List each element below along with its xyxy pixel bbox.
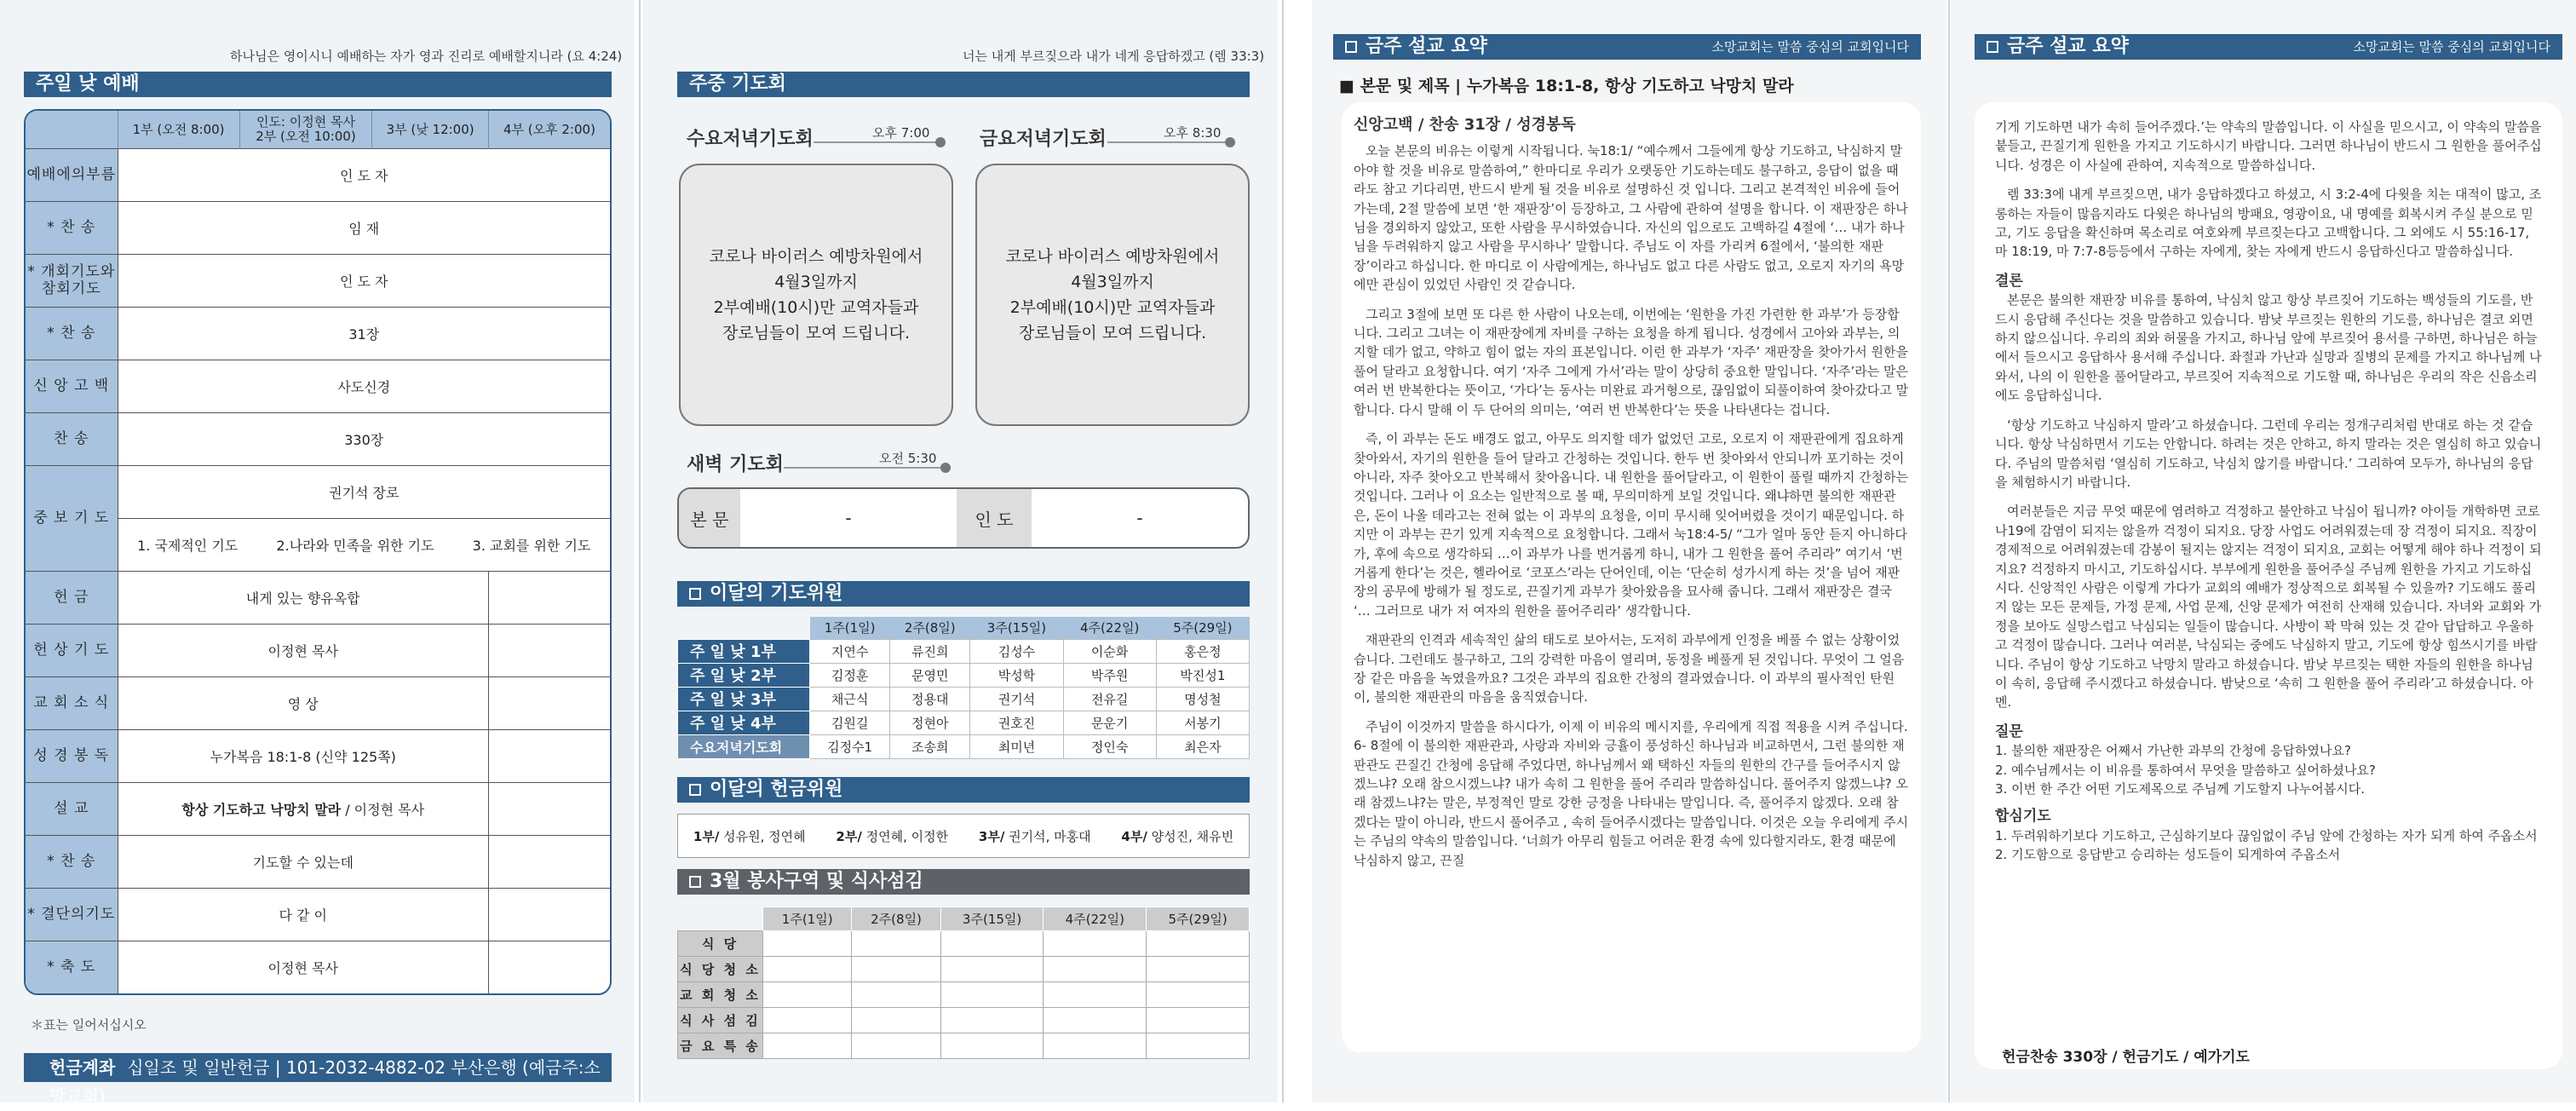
- question: 3. 이번 한 주간 어떤 기도제목으로 주님께 기도할지 나누어봅시다.: [1995, 781, 2365, 797]
- row-label: 헌 상 기 도: [26, 624, 118, 676]
- row-value: 330장: [118, 412, 610, 465]
- week-header: 1주(1일): [810, 617, 890, 639]
- service-label: 금 요 특 송: [678, 1033, 763, 1059]
- worship-title: 주일 낮 예배: [24, 72, 612, 97]
- committee-table: [677, 617, 1250, 759]
- col-1: 1부 (오전 8:00): [118, 111, 239, 148]
- committee-title: 이달의 기도위원: [677, 581, 1250, 607]
- offering-title: 이달의 헌금위원: [677, 777, 1250, 803]
- service-label: 교 회 청 소: [678, 982, 763, 1008]
- worship-row: [26, 729, 610, 782]
- wed-notice-box: 코로나 바이러스 예방차원에서 4월3일까지 2부예배(10시)만 교역자들과 장로님들이 모여 드립니다.: [679, 164, 953, 426]
- offering-item: 1부/ 성유원, 정연혜: [693, 828, 806, 844]
- sermon-text-2: 기게 기도하면 내가 속히 들어주겠다.’는 약속의 말씀입니다. 이 사실을 믿으시고, 이 약속의 말씀을 붙들고, 끈질기게 원한을 가지고 기도하시기 바랍니다. 그러면 하나님이 반드시 그 원한을 풀어주십니다. 성경은 이 사실에 관하여, 지속적으로 말씀하십니다. 렘 33:3에 내게 부르짖으면, 내가 응답하겠다고 하셨고, 시 3:2-4에 다윗을 치는 대적이 많고, 조롱하는 자들이 많음지라도 다윗은 하나님의 방패요, 영광이요, 내 명예를 회복시켜 주실 분으로 믿고, 기도 응답을 확신하며 목소리로 여호와께 부르짖는다고 고백합니다. 그 외에도 시 55:16-17, 마 18:19, 마 7:7-8등등에서 구하는 자에게, 찾는 자에게 반드시 응답하신다고 말씀하십니다. 결론 본문은 불의한 재판장 비유를 통하여, 낙심치 않고 항상 부르짖어 기도하는 백성들의 기도를, 반드시 응답해 주신다는 것을 말씀하고 있습니다. 밤낮 부르짖는 원한의 기도를, 하나님은 결코 외면하지 않으십니다. 우리의 죄와 허물을 가지고, 하나님 앞에 부르짖어 용서를 구하면, 하나님은 하늘에서 들으시고 응답하사 용서해 주십니다. 좌절과 가난과 실망과 질병의 문제를 가지고 하나님께 나와서, 나의 이 원한을 풀어달라고, 부르짖어 지속적으로 기도할 때, 하나님은 우리의 작은 신음소리에도 응답하십니다. ‘항상 기도하고 낙심하지 말라’고 하셨습니다. 그런데 우리는 정개구리처럼 반대로 하는 것 같습니다. 항상 낙심하면서 기도는 안합니다. 하려는 것은 안하고, 하지 말라는 것은 열심히 하고 있습니다. 주님의 말씀처럼 ‘열심히 기도하고, 낙심치 않기를 바랍니다.’ 그리하여 모두가, 하나님의 응답을 체험하시기 바랍니다. 여러분들은 지금 무엇 때문에 염려하고 걱정하고 불안하고 낙심이 됩니까? 아이들 개학하면 코로나19에 감염이 되지는 않을까 걱정이 되지요. 당장 사업도 어려워졌는데 장 걱정이 되지요. 직장이 경제적으로 어려워졌는데 감봉이 될지는 않지는 걱정이 되지요, 교회는 어떻게 해야 하나 걱정이 되지요? 걱정하지 마시고, 기도하십시다. 부부에게 원한을 풀어주실 주님께 원한을 가지고 기도하십시다. 신앙적인 사람은 이렇게 가다가 교회의 예배가 정상적으로 회복될 수 있을까? 기도해도 풀리지 않는 모든 문제들, 가정 문제, 사업 문제, 신앙 문제가 여전히 산재해 있습니다. 자녀와 교회와 가정을 보아도 실망스럽고 낙심되는 일들이 많습니다. 사방이 꽉 막혀 있는 것 같아 답답하고 우울하고 걱정이 많습니다. 그러나 여러분, 낙심되는 중에도 낙심하지 말고, 기도에 항상 힘쓰시기를 바랍니다. 주님이 항상 기도하고 낙망치 말라고 하셨습니다. 밤낮 부르짖는 택한 자들의 원한을 하나님이 속히, 응답해 주시겠다고 하셨습니다. 밤낮으로 ‘속히 그 원한을 풀어 주리라’고 하셨습니다. 아멘. 질문 1. 불의한 재판장은 어째서 가난한 과부의 간청에 응답하였나요? 2. 예수님께서는 이 비유를 통하여서 무엇을 말씀하고 싶어하셨나요? 3. 이번 한 주간 어떤 기도제목으로 주님께 기도할지 나누어봅시다. 합심기도 1. 두려워하기보다 기도하고, 근심하기보다 끊임없이 주님 앞에 간청하는 자가 되게 하여 주옵소서 2. 기도함으로 응답받고 승리하는 성도들이 되게하여 주옵소서: [1975, 102, 2562, 1069]
- dawn-info: 본 문 - 인 도 -: [677, 487, 1250, 549]
- offering-item: 3부/ 권기석, 마홍대: [978, 828, 1091, 844]
- committee-row: [678, 663, 1250, 687]
- service-cell: [852, 1033, 940, 1059]
- service-cell: [763, 982, 852, 1008]
- committee-name: 지연수: [810, 639, 890, 663]
- committee-name: 김성수: [970, 639, 1063, 663]
- service-cell: [940, 957, 1044, 982]
- row-label: 성 경 봉 독: [26, 729, 118, 782]
- committee-name: 박성학: [970, 663, 1063, 687]
- conclusion-title: 결론: [1995, 272, 2023, 290]
- weekday-title: 주중 기도회: [677, 72, 1250, 97]
- worship-row: [26, 307, 610, 360]
- dawn-time: 오전 5:30: [879, 451, 937, 466]
- week-header: 4주(22일): [1063, 617, 1156, 639]
- week-header: 4주(22일): [1044, 907, 1147, 931]
- row-label: 중 보 기 도: [26, 465, 118, 571]
- worship-row: [26, 360, 610, 412]
- committee-name: 최미년: [970, 734, 1063, 758]
- service-row: [678, 1033, 1250, 1059]
- worship-row: [26, 835, 610, 888]
- worship-row: [26, 624, 610, 676]
- service-cell: [852, 982, 940, 1008]
- worship-page: [0, 0, 635, 1107]
- committee-label: 주 일 낮 4부: [678, 711, 810, 734]
- committee-name: 김원길: [810, 711, 890, 734]
- fri-notice-box: 코로나 바이러스 예방차원에서 4월3일까지 2부예배(10시)만 교역자들과 장로님들이 모여 드립니다.: [975, 164, 1250, 426]
- worship-row: [26, 412, 610, 465]
- col-4: 4부 (오후 2:00): [488, 111, 610, 148]
- service-cell: [940, 1033, 1044, 1059]
- row-value: 다 같 이: [118, 888, 488, 941]
- worship-row: [26, 782, 610, 835]
- account-info: 헌금계좌 십일조 및 일반헌금 | 101-2032-4882-02 부산은행 (예금주:소망교회): [24, 1053, 612, 1082]
- row-label: * 결단의기도: [26, 888, 118, 941]
- row-label: 설 교: [26, 782, 118, 835]
- week-header: 5주(29일): [1147, 907, 1250, 931]
- row-value: 임 재: [118, 201, 610, 254]
- sermon-title: ■ 본문 및 제목 | 누가복음 18:1-8, 항상 기도하고 낙망치 말라: [1339, 77, 1794, 95]
- row-label: * 찬 송: [26, 201, 118, 254]
- row-label: * 찬 송: [26, 835, 118, 888]
- service-cell: [763, 957, 852, 982]
- worship-row: [26, 201, 610, 254]
- committee-name: 전유길: [1063, 687, 1156, 711]
- prayer-item: 2. 기도함으로 응답받고 승리하는 성도들이 되게하여 주옵소서: [1995, 847, 2341, 863]
- service-row: [678, 1008, 1250, 1033]
- row-value: 사도신경: [118, 360, 610, 412]
- committee-name: 서봉기: [1156, 711, 1249, 734]
- committee-label: 수요저녁기도회: [678, 734, 810, 758]
- committee-name: 문영민: [890, 663, 970, 687]
- intercession-options: [118, 518, 610, 571]
- week-header: 3주(15일): [970, 617, 1063, 639]
- service-label: 식 당 청 소: [678, 957, 763, 982]
- service-cell: [1147, 931, 1250, 957]
- fri-title: 금요저녁기도회: [980, 129, 1107, 150]
- row-label: 헌 금: [26, 571, 118, 624]
- row-value: 이정현 목사: [118, 941, 488, 993]
- worship-row: [26, 254, 610, 307]
- row-value: 이정현 목사: [118, 624, 488, 676]
- service-table: [677, 907, 1250, 1059]
- service-row: [678, 957, 1250, 982]
- service-cell: [1044, 1033, 1147, 1059]
- page1-verse: 하나님은 영이시니 예배하는 자가 영과 진리로 예배할지니라 (요 4:24): [230, 49, 623, 64]
- creed-line: 신앙고백 / 찬송 31장 / 성경봉독: [1354, 116, 1576, 134]
- service-label: 식 당: [678, 931, 763, 957]
- committee-name: 정현아: [890, 711, 970, 734]
- sermon-header-2: 금주 설교 요약 소망교회는 말씀 중심의 교회입니다: [1975, 34, 2562, 60]
- committee-name: 박진성1: [1156, 663, 1249, 687]
- questions-title: 질문: [1995, 722, 2023, 740]
- committee-name: 류진희: [890, 639, 970, 663]
- committee-name: 박주원: [1063, 663, 1156, 687]
- row-label: 찬 송: [26, 412, 118, 465]
- service-cell: [1044, 931, 1147, 957]
- offering-item: 4부/ 양성진, 채유빈: [1121, 828, 1234, 844]
- intercession-item: 1. 국제적인 기도: [137, 537, 239, 554]
- offering-list: [677, 814, 1250, 858]
- committee-row: [678, 734, 1250, 758]
- service-cell: [1147, 1008, 1250, 1033]
- worship-row: [26, 571, 610, 624]
- row-label: 교 회 소 식: [26, 676, 118, 729]
- sermon-paragraph: 재판관의 인격과 세속적인 삶의 태도로 보아서는, 도저히 과부에게 인정을 베풀 수 없는 상황이었습니다. 그런데도 불구하고, 그의 강력한 마음이 열리며, 동정을 베풀게 된 것입니다. 무엇이 그 얼음장 같은 마음을 녹였을까요? 그것은 과부의 집요한 간청의 결과였습니다. 이 과부의 필사적인 탄원이, 불의한 재판관의 마음을 움직였습니다.: [1354, 632, 1905, 705]
- committee-name: 권기석: [970, 687, 1063, 711]
- committee-name: 정인숙: [1063, 734, 1156, 758]
- row-value: 31장: [118, 307, 610, 360]
- row-value: 내게 있는 향유옥합: [118, 571, 488, 624]
- row-label: * 개회기도와 참회기도: [26, 254, 118, 307]
- row-value: 영 상: [118, 676, 488, 729]
- prayer-title: 합심기도: [1995, 808, 2051, 826]
- col-3: 3부 (낮 12:00): [372, 111, 489, 148]
- offering-part: 4부/: [1121, 828, 1147, 844]
- row-value: 누가복음 18:1-8 (신약 125쪽): [118, 729, 488, 782]
- committee-label: 주 일 낮 3부: [678, 687, 810, 711]
- offering-part: 2부/: [836, 828, 862, 844]
- row-label: * 축 도: [26, 941, 118, 993]
- intercession-item: 3. 교회를 위한 기도: [472, 537, 591, 554]
- wed-title: 수요저녁기도회: [687, 129, 814, 150]
- committee-row: [678, 687, 1250, 711]
- committee-name: 문운기: [1063, 711, 1156, 734]
- committee-label: 주 일 낮 2부: [678, 663, 810, 687]
- committee-label: 주 일 낮 1부: [678, 639, 810, 663]
- worship-row: [26, 676, 610, 729]
- committee-row: [678, 639, 1250, 663]
- worship-row: [26, 888, 610, 941]
- sermon-paragraph: 그리고 3절에 보면 또 다른 한 사람이 나오는데, 이번에는 ‘원한을 가진 가련한 한 과부’가 등장합니다. 그리고 그녀는 이 재판장에게 자비를 구하는 요청을 하게 됩니다. 성경에서 고아와 과부는, 의지할 데가 없고, 약하고 힘이 없는 자의 표본입니다. 이런 한 과부가 ‘자주’ 재판장을 찾아가서 원한을 풀어 달라고 요청합니다. 여기 ‘자주 그에게 가서’라는 말이 상당히 중요한 말입니다. ‘자주’라는 말은 여러 번 반복한다는 뜻이고, ‘가다’는 동사는 미완료 과거형으로, 끊임없이 되풀이하여 찾아갔다고 말합니다. 다시 말해 이 두 단어의 의미는, ‘여러 번 반복한다’는 뜻을 나타낸다는 겁니다.: [1354, 306, 1909, 417]
- service-cell: [763, 1008, 852, 1033]
- worship-order-table: [24, 109, 612, 995]
- committee-name: 홍은정: [1156, 639, 1249, 663]
- offering-item: 2부/ 정연혜, 이정한: [836, 828, 949, 844]
- committee-name: 채근식: [810, 687, 890, 711]
- week-header: 2주(8일): [852, 907, 940, 931]
- hymn-line: 헌금찬송 330장 / 헌금기도 / 예가기도: [2002, 1049, 2250, 1066]
- service-cell: [940, 1008, 1044, 1033]
- worship-row: [26, 941, 610, 993]
- row-value: 인 도 자: [118, 254, 610, 307]
- worship-row: [26, 148, 610, 201]
- worship-row: [26, 465, 610, 518]
- committee-row: [678, 711, 1250, 734]
- committee-name: 최은자: [1156, 734, 1249, 758]
- sermon-title: 항상 기도하고 낙망치 말라: [181, 801, 342, 818]
- service-cell: [1044, 982, 1147, 1008]
- row-value: 권기석 장로: [118, 465, 610, 518]
- service-cell: [852, 957, 940, 982]
- row-value: 기도할 수 있는데: [118, 835, 488, 888]
- sermon-header: 금주 설교 요약 소망교회는 말씀 중심의 교회입니다: [1333, 34, 1921, 60]
- committee-name: 명성철: [1156, 687, 1249, 711]
- week-header: 2주(8일): [890, 617, 970, 639]
- week-header: 1주(1일): [763, 907, 852, 931]
- notice: ＊표는 일어서십시오: [31, 1017, 147, 1033]
- row-label: 예배에의부름: [26, 148, 118, 201]
- service-cell: [1044, 1008, 1147, 1033]
- row-value: 항상 기도하고 낙망치 말라 / 이정현 목사: [118, 782, 488, 835]
- committee-name: 권호진: [970, 711, 1063, 734]
- fold-line: [1948, 0, 1950, 1102]
- dawn-title: 새벽 기도회: [687, 454, 784, 475]
- service-cell: [852, 1008, 940, 1033]
- sermon-paragraph: 즉, 이 과부는 돈도 배경도 없고, 아무도 의지할 데가 없었던 고로, 오로지 이 재판관에게 집요하게 찾아와서, 자기의 원한을 들어 달라고 간청하는 것입니다. 한두 번 찾아와서 안되니까 포기하는 것이 아니라, 자주 찾아오고 반복해서 찾아옵니다. 내 원한을 풀어달라고, 이 원한이 풀릴 때까지 간청하는 것입니다. 그러나 이 요소는 일반적으로 볼 때, 무의미하게 보일 것입니다. 왜냐하면 불의한 재판관은, 돈이 나올 데라고는 전혀 없는 이 과부의 요청을, 이미 무시해 잊어버렸을 것이기 때문입니다. 하지만 이 과부는 끈기 있게 지속적으로 요청합니다. 그래서 눅18:4-5/ “그가 얼마 동안 듣지 아니하다가, 후에 속으로 생각하되 …이 과부가 나를 번거롭게 하니, 내가 그 원한을 풀어 주리라” 여기서 ‘번거롭게 한다’는 것은, 헬라어로 ‘코포스’라는 단어인데, 이는 ‘단순히 성가시게 하는 것’을 넘어 재판장의 공무에 방해가 될 정도로, 끈질기게 과부가 찾아왔음을 묘사해 줍니다. 그래서 재판장은 결국 ‘… 그러므로 내가 저 여자의 원한을 풀어주리라’ 생각합니다.: [1354, 431, 1909, 619]
- page2-verse: 너는 내게 부르짖으라 내가 네게 응답하겠고 (렘 33:3): [963, 49, 1265, 64]
- committee-name: 김정훈: [810, 663, 890, 687]
- prayer-item: 1. 두려워하기보다 기도하고, 근심하기보다 끊임없이 주님 앞에 간청하는 자가 되게 하여 주옵소서: [1995, 827, 2538, 843]
- sermon-paragraph: 주님이 이것까지 말씀을 하시다가, 이제 이 비유의 메시지를, 우리에게 직접 적용을 시켜 주십니다. 6- 8절에 이 불의한 재판관과, 사랑과 자비와 긍휼이 풍성하신 하나님과 비교하면서, 그런 불의한 재판관도 끈질긴 간청에 응답해 주었다면, 하나님께서 왜 택하신 자들의 원한의 간구를 들어주시지 않겠느냐? 오래 참으시겠느냐? 내가 속히 그 원한을 풀어 주리라 말씀하십니다. 풀어주지 않겠느냐? 오래 참겠느냐?는 말은, 부정적인 말로 강한 긍정을 나타내는 말입니다. 즉, 풀어주지 않겠다. 오래 참겠다는 말이 아니라, 반드시 풀어주고 , 속히 들어주시겠다는 말씀입니다. 이것은 오늘 우리에게 주시는 주님의 약속의 말씀입니다. ‘너희가 아무리 힘들고 어려운 환경 속에 있다할지라도, 환경 때문에 낙심하지 않고, 끈질: [1354, 718, 1909, 868]
- committee-name: 김정수1: [810, 734, 890, 758]
- sermon-text: [1342, 102, 1921, 1052]
- offering-part: 1부/: [693, 828, 720, 844]
- col-2: 인도: 이정현 목사 2부 (오전 10:00): [239, 111, 372, 148]
- service-label: 식 사 섬 김: [678, 1008, 763, 1033]
- service-cell: [1147, 1033, 1250, 1059]
- week-header: 3주(15일): [940, 907, 1044, 931]
- wed-time: 오후 7:00: [872, 125, 930, 141]
- service-cell: [763, 1033, 852, 1059]
- fold-line: [1282, 0, 1284, 1102]
- intercession-item: 2.나라와 민족을 위한 기도: [276, 537, 434, 554]
- service-cell: [763, 931, 852, 957]
- fold-line: [639, 0, 641, 1102]
- fri-time: 오후 8:30: [1164, 125, 1222, 141]
- offering-part: 3부/: [978, 828, 1005, 844]
- service-cell: [940, 931, 1044, 957]
- service-cell: [852, 931, 940, 957]
- service-row: [678, 931, 1250, 957]
- question: 1. 불의한 재판장은 어째서 가난한 과부의 간청에 응답하였나요?: [1995, 743, 2351, 759]
- row-value: 인 도 자: [118, 148, 610, 201]
- service-cell: [1147, 957, 1250, 982]
- sermon-paragraph: 오늘 본문의 비유는 이렇게 시작됩니다. 눅18:1/ “예수께서 그들에게 항상 기도하고, 낙심하지 말아야 할 것을 비유로 말씀하여,” 한마디로 우리가 오랫동안 기도하는데도 불구하고, 응답이 없을 때라도 참고 기다리면, 반드시 받게 될 것을 비유로 설명하신 것 입니다. 그리고 본격적인 비유에 들어가는데, 2절 말씀에 보면 ‘한 재판장’이 등장하고, 그 사람에 관하여 설명을 합니다. 이 재판장은 하나님을 경외하지 않았고, 또한 사람을 무시하였습니다. 자신의 입으로도 고백하길 4절에 ‘… 내가 하나님을 두려워하지 않고 사람을 무시하나’ 말합니다. 주님도 이 자를 가리켜 6절에서, ‘불의한 재판장’이라고 하십니다. 한 마디로 이 사람에게는, 하나님도 없고 다른 사람도 없고, 오로지 자기의 욕망에만 관심이 있었던 사람인 것 같습니다.: [1354, 143, 1908, 293]
- service-title: 3월 봉사구역 및 식사섬김: [677, 869, 1250, 895]
- service-cell: [940, 982, 1044, 1008]
- service-row: [678, 982, 1250, 1008]
- committee-name: 이순화: [1063, 639, 1156, 663]
- service-cell: [1044, 957, 1147, 982]
- row-label: * 찬 송: [26, 307, 118, 360]
- service-cell: [1147, 982, 1250, 1008]
- committee-name: 조송희: [890, 734, 970, 758]
- week-header: 5주(29일): [1156, 617, 1249, 639]
- question: 2. 예수님께서는 이 비유를 통하여서 무엇을 말씀하고 싶어하셨나요?: [1995, 762, 2376, 778]
- row-label: 신 앙 고 백: [26, 360, 118, 412]
- committee-name: 정용대: [890, 687, 970, 711]
